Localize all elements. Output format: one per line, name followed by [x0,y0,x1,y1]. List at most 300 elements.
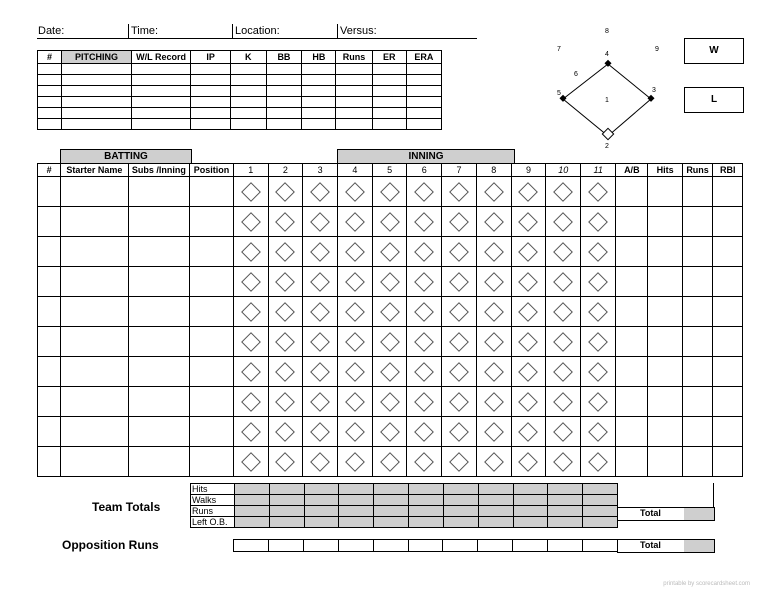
team-totals-cell[interactable] [548,517,583,528]
opposition-runs-cell[interactable] [583,540,618,552]
batter-stat-cell[interactable] [648,297,682,327]
pitching-cell[interactable] [191,75,231,86]
team-totals-cell[interactable] [548,506,583,517]
batter-stat-cell[interactable] [648,267,682,297]
at-bat-cell[interactable] [338,177,373,207]
team-totals-cell[interactable] [583,506,618,517]
batter-info-cell[interactable] [128,327,190,357]
opposition-runs-cell[interactable] [234,540,269,552]
pitching-cell[interactable] [38,64,62,75]
batter-info-cell[interactable] [38,177,61,207]
at-bat-cell[interactable] [233,237,268,267]
pitching-cell[interactable] [302,108,336,119]
at-bat-cell[interactable] [511,357,546,387]
team-totals-cell[interactable] [443,517,478,528]
team-totals-cell[interactable] [548,484,583,495]
at-bat-cell[interactable] [581,297,616,327]
at-bat-cell[interactable] [303,357,338,387]
pitching-cell[interactable] [406,75,441,86]
at-bat-cell[interactable] [511,207,546,237]
batter-stat-cell[interactable] [682,357,713,387]
pitching-cell[interactable] [62,119,132,130]
team-totals-cell[interactable] [548,495,583,506]
batter-stat-cell[interactable] [648,237,682,267]
at-bat-cell[interactable] [546,207,581,237]
at-bat-cell[interactable] [581,207,616,237]
at-bat-cell[interactable] [407,447,442,477]
at-bat-cell[interactable] [442,417,477,447]
pitching-cell[interactable] [302,119,336,130]
batter-stat-cell[interactable] [713,267,743,297]
batter-info-cell[interactable] [190,297,234,327]
at-bat-cell[interactable] [372,297,407,327]
batter-stat-cell[interactable] [648,207,682,237]
team-totals-cell[interactable] [478,495,513,506]
batter-info-cell[interactable] [38,357,61,387]
pitching-cell[interactable] [230,108,266,119]
batter-stat-cell[interactable] [616,177,648,207]
at-bat-cell[interactable] [442,207,477,237]
pitching-cell[interactable] [302,97,336,108]
at-bat-cell[interactable] [407,177,442,207]
batter-stat-cell[interactable] [616,267,648,297]
batter-stat-cell[interactable] [648,177,682,207]
team-totals-cell[interactable] [304,495,339,506]
pitching-cell[interactable] [372,108,406,119]
at-bat-cell[interactable] [268,417,303,447]
batter-stat-cell[interactable] [713,387,743,417]
pitching-cell[interactable] [336,97,372,108]
batter-info-cell[interactable] [38,447,61,477]
batter-stat-cell[interactable] [713,207,743,237]
pitching-cell[interactable] [230,64,266,75]
team-totals-cell[interactable] [304,517,339,528]
at-bat-cell[interactable] [581,327,616,357]
pitching-cell[interactable] [266,97,302,108]
opposition-runs-cell[interactable] [268,540,303,552]
batter-info-cell[interactable] [38,207,61,237]
team-total-value[interactable] [684,508,714,520]
batter-stat-cell[interactable] [713,447,743,477]
team-totals-cell[interactable] [409,495,444,506]
batter-info-cell[interactable] [38,237,61,267]
pitching-cell[interactable] [62,64,132,75]
batter-info-cell[interactable] [61,387,128,417]
at-bat-cell[interactable] [303,237,338,267]
at-bat-cell[interactable] [338,417,373,447]
team-totals-cell[interactable] [304,506,339,517]
pitching-cell[interactable] [131,108,191,119]
team-totals-cell[interactable] [339,484,374,495]
pitching-cell[interactable] [336,64,372,75]
batter-stat-cell[interactable] [713,417,743,447]
at-bat-cell[interactable] [407,417,442,447]
pitching-cell[interactable] [372,86,406,97]
batter-stat-cell[interactable] [616,447,648,477]
at-bat-cell[interactable] [442,297,477,327]
at-bat-cell[interactable] [581,267,616,297]
team-totals-cell[interactable] [339,495,374,506]
at-bat-cell[interactable] [407,387,442,417]
batter-info-cell[interactable] [190,387,234,417]
batter-info-cell[interactable] [128,237,190,267]
batter-stat-cell[interactable] [616,297,648,327]
at-bat-cell[interactable] [442,447,477,477]
team-totals-cell[interactable] [478,484,513,495]
batter-stat-cell[interactable] [713,297,743,327]
at-bat-cell[interactable] [338,267,373,297]
batter-stat-cell[interactable] [616,357,648,387]
team-totals-cell[interactable] [374,506,409,517]
at-bat-cell[interactable] [442,267,477,297]
at-bat-cell[interactable] [511,417,546,447]
at-bat-cell[interactable] [268,267,303,297]
at-bat-cell[interactable] [581,357,616,387]
pitching-cell[interactable] [62,75,132,86]
at-bat-cell[interactable] [233,297,268,327]
batter-info-cell[interactable] [128,417,190,447]
at-bat-cell[interactable] [268,297,303,327]
pitching-cell[interactable] [131,119,191,130]
team-totals-cell[interactable] [513,506,548,517]
batter-info-cell[interactable] [190,327,234,357]
at-bat-cell[interactable] [372,237,407,267]
pitching-cell[interactable] [302,86,336,97]
batter-info-cell[interactable] [38,297,61,327]
pitching-cell[interactable] [266,119,302,130]
at-bat-cell[interactable] [546,297,581,327]
opposition-runs-cell[interactable] [408,540,443,552]
batter-stat-cell[interactable] [682,267,713,297]
at-bat-cell[interactable] [233,447,268,477]
pitching-cell[interactable] [131,97,191,108]
at-bat-cell[interactable] [407,237,442,267]
team-totals-cell[interactable] [409,517,444,528]
at-bat-cell[interactable] [303,447,338,477]
pitching-cell[interactable] [336,119,372,130]
at-bat-cell[interactable] [581,447,616,477]
batter-info-cell[interactable] [128,177,190,207]
team-totals-cell[interactable] [583,484,618,495]
opposition-runs-cell[interactable] [478,540,513,552]
pitching-cell[interactable] [38,75,62,86]
at-bat-cell[interactable] [546,447,581,477]
at-bat-cell[interactable] [303,267,338,297]
batter-stat-cell[interactable] [648,357,682,387]
at-bat-cell[interactable] [338,447,373,477]
at-bat-cell[interactable] [407,327,442,357]
team-totals-cell[interactable] [269,517,304,528]
at-bat-cell[interactable] [233,417,268,447]
at-bat-cell[interactable] [338,237,373,267]
at-bat-cell[interactable] [338,327,373,357]
batter-info-cell[interactable] [128,357,190,387]
at-bat-cell[interactable] [233,267,268,297]
at-bat-cell[interactable] [372,207,407,237]
pitching-cell[interactable] [38,97,62,108]
at-bat-cell[interactable] [442,327,477,357]
opposition-runs-cell[interactable] [513,540,548,552]
batter-stat-cell[interactable] [713,177,743,207]
opposition-runs-cell[interactable] [373,540,408,552]
pitching-cell[interactable] [372,97,406,108]
batter-stat-cell[interactable] [682,387,713,417]
pitching-cell[interactable] [336,86,372,97]
team-totals-cell[interactable] [443,495,478,506]
at-bat-cell[interactable] [407,297,442,327]
at-bat-cell[interactable] [476,267,511,297]
pitching-cell[interactable] [191,119,231,130]
batter-stat-cell[interactable] [616,417,648,447]
batter-stat-cell[interactable] [648,327,682,357]
batter-stat-cell[interactable] [648,387,682,417]
pitching-cell[interactable] [131,86,191,97]
batter-stat-cell[interactable] [682,447,713,477]
batter-info-cell[interactable] [61,417,128,447]
at-bat-cell[interactable] [372,417,407,447]
batter-stat-cell[interactable] [713,357,743,387]
batter-stat-cell[interactable] [682,297,713,327]
batter-info-cell[interactable] [190,207,234,237]
team-totals-cell[interactable] [513,517,548,528]
team-totals-cell[interactable] [374,495,409,506]
pitching-cell[interactable] [266,75,302,86]
batter-info-cell[interactable] [190,267,234,297]
team-totals-cell[interactable] [269,495,304,506]
pitching-cell[interactable] [191,86,231,97]
pitching-cell[interactable] [372,75,406,86]
team-totals-cell[interactable] [443,506,478,517]
at-bat-cell[interactable] [511,297,546,327]
pitching-cell[interactable] [38,119,62,130]
batter-info-cell[interactable] [190,357,234,387]
batter-info-cell[interactable] [61,297,128,327]
batter-info-cell[interactable] [38,327,61,357]
at-bat-cell[interactable] [476,357,511,387]
at-bat-cell[interactable] [546,417,581,447]
pitching-cell[interactable] [336,108,372,119]
at-bat-cell[interactable] [303,387,338,417]
batter-stat-cell[interactable] [682,177,713,207]
at-bat-cell[interactable] [581,387,616,417]
at-bat-cell[interactable] [233,177,268,207]
pitching-cell[interactable] [372,119,406,130]
pitching-cell[interactable] [230,86,266,97]
batter-stat-cell[interactable] [682,327,713,357]
at-bat-cell[interactable] [407,207,442,237]
at-bat-cell[interactable] [442,177,477,207]
pitching-cell[interactable] [62,86,132,97]
batter-info-cell[interactable] [61,327,128,357]
at-bat-cell[interactable] [407,357,442,387]
batter-info-cell[interactable] [61,267,128,297]
at-bat-cell[interactable] [372,357,407,387]
at-bat-cell[interactable] [268,177,303,207]
team-totals-cell[interactable] [235,495,270,506]
pitching-cell[interactable] [62,108,132,119]
at-bat-cell[interactable] [303,177,338,207]
pitching-cell[interactable] [230,97,266,108]
at-bat-cell[interactable] [268,357,303,387]
at-bat-cell[interactable] [372,177,407,207]
at-bat-cell[interactable] [476,417,511,447]
at-bat-cell[interactable] [233,207,268,237]
at-bat-cell[interactable] [268,447,303,477]
batter-info-cell[interactable] [190,237,234,267]
batter-info-cell[interactable] [61,177,128,207]
team-totals-cell[interactable] [409,484,444,495]
at-bat-cell[interactable] [442,237,477,267]
batter-info-cell[interactable] [61,237,128,267]
batter-info-cell[interactable] [128,447,190,477]
batter-info-cell[interactable] [128,297,190,327]
pitching-cell[interactable] [406,108,441,119]
batter-stat-cell[interactable] [648,417,682,447]
team-totals-cell[interactable] [513,484,548,495]
at-bat-cell[interactable] [511,237,546,267]
batter-info-cell[interactable] [61,207,128,237]
pitching-cell[interactable] [302,75,336,86]
batter-info-cell[interactable] [38,267,61,297]
at-bat-cell[interactable] [546,357,581,387]
pitching-cell[interactable] [38,86,62,97]
batter-info-cell[interactable] [128,267,190,297]
batter-info-cell[interactable] [128,207,190,237]
team-totals-cell[interactable] [235,484,270,495]
pitching-cell[interactable] [406,86,441,97]
opposition-total-value[interactable] [684,540,714,552]
at-bat-cell[interactable] [268,387,303,417]
at-bat-cell[interactable] [372,327,407,357]
opposition-runs-cell[interactable] [303,540,338,552]
batter-stat-cell[interactable] [682,237,713,267]
at-bat-cell[interactable] [303,417,338,447]
pitching-cell[interactable] [372,64,406,75]
pitching-cell[interactable] [230,75,266,86]
at-bat-cell[interactable] [303,297,338,327]
at-bat-cell[interactable] [476,177,511,207]
at-bat-cell[interactable] [546,267,581,297]
batter-stat-cell[interactable] [616,207,648,237]
pitching-cell[interactable] [38,108,62,119]
at-bat-cell[interactable] [372,267,407,297]
at-bat-cell[interactable] [338,297,373,327]
at-bat-cell[interactable] [476,207,511,237]
pitching-cell[interactable] [62,97,132,108]
at-bat-cell[interactable] [476,447,511,477]
at-bat-cell[interactable] [372,447,407,477]
pitching-cell[interactable] [336,75,372,86]
team-totals-cell[interactable] [339,517,374,528]
at-bat-cell[interactable] [303,327,338,357]
team-totals-cell[interactable] [269,506,304,517]
at-bat-cell[interactable] [511,387,546,417]
batter-stat-cell[interactable] [616,237,648,267]
at-bat-cell[interactable] [511,447,546,477]
team-totals-cell[interactable] [374,517,409,528]
at-bat-cell[interactable] [338,387,373,417]
at-bat-cell[interactable] [268,207,303,237]
at-bat-cell[interactable] [511,267,546,297]
team-totals-cell[interactable] [339,506,374,517]
at-bat-cell[interactable] [476,297,511,327]
team-totals-cell[interactable] [478,517,513,528]
at-bat-cell[interactable] [581,177,616,207]
at-bat-cell[interactable] [511,327,546,357]
at-bat-cell[interactable] [338,207,373,237]
at-bat-cell[interactable] [338,357,373,387]
at-bat-cell[interactable] [546,387,581,417]
team-totals-cell[interactable] [478,506,513,517]
opposition-runs-cell[interactable] [548,540,583,552]
team-totals-cell[interactable] [235,506,270,517]
batter-info-cell[interactable] [190,417,234,447]
team-totals-cell[interactable] [235,517,270,528]
pitching-cell[interactable] [131,75,191,86]
at-bat-cell[interactable] [511,177,546,207]
team-totals-cell[interactable] [443,484,478,495]
pitching-cell[interactable] [266,86,302,97]
at-bat-cell[interactable] [442,357,477,387]
batter-stat-cell[interactable] [682,417,713,447]
batter-info-cell[interactable] [38,417,61,447]
pitching-cell[interactable] [406,97,441,108]
at-bat-cell[interactable] [581,237,616,267]
batter-info-cell[interactable] [61,357,128,387]
team-totals-cell[interactable] [513,495,548,506]
at-bat-cell[interactable] [233,387,268,417]
at-bat-cell[interactable] [546,237,581,267]
at-bat-cell[interactable] [268,237,303,267]
at-bat-cell[interactable] [546,327,581,357]
pitching-cell[interactable] [302,64,336,75]
pitching-cell[interactable] [406,64,441,75]
team-totals-cell[interactable] [374,484,409,495]
at-bat-cell[interactable] [442,387,477,417]
opposition-runs-cell[interactable] [443,540,478,552]
at-bat-cell[interactable] [476,327,511,357]
team-totals-cell[interactable] [583,495,618,506]
at-bat-cell[interactable] [407,267,442,297]
batter-stat-cell[interactable] [682,207,713,237]
batter-stat-cell[interactable] [713,237,743,267]
batter-info-cell[interactable] [190,177,234,207]
loss-box[interactable]: L [684,87,744,113]
opposition-runs-cell[interactable] [338,540,373,552]
at-bat-cell[interactable] [546,177,581,207]
team-totals-cell[interactable] [409,506,444,517]
at-bat-cell[interactable] [233,357,268,387]
pitching-cell[interactable] [266,64,302,75]
pitching-cell[interactable] [131,64,191,75]
team-totals-cell[interactable] [304,484,339,495]
at-bat-cell[interactable] [581,417,616,447]
batter-stat-cell[interactable] [713,327,743,357]
batter-info-cell[interactable] [190,447,234,477]
batter-info-cell[interactable] [38,387,61,417]
pitching-cell[interactable] [191,108,231,119]
batter-info-cell[interactable] [128,387,190,417]
team-totals-cell[interactable] [583,517,618,528]
batter-stat-cell[interactable] [648,447,682,477]
at-bat-cell[interactable] [233,327,268,357]
batter-info-cell[interactable] [61,447,128,477]
pitching-cell[interactable] [191,97,231,108]
at-bat-cell[interactable] [476,387,511,417]
team-totals-cell[interactable] [269,484,304,495]
at-bat-cell[interactable] [372,387,407,417]
batter-stat-cell[interactable] [616,327,648,357]
